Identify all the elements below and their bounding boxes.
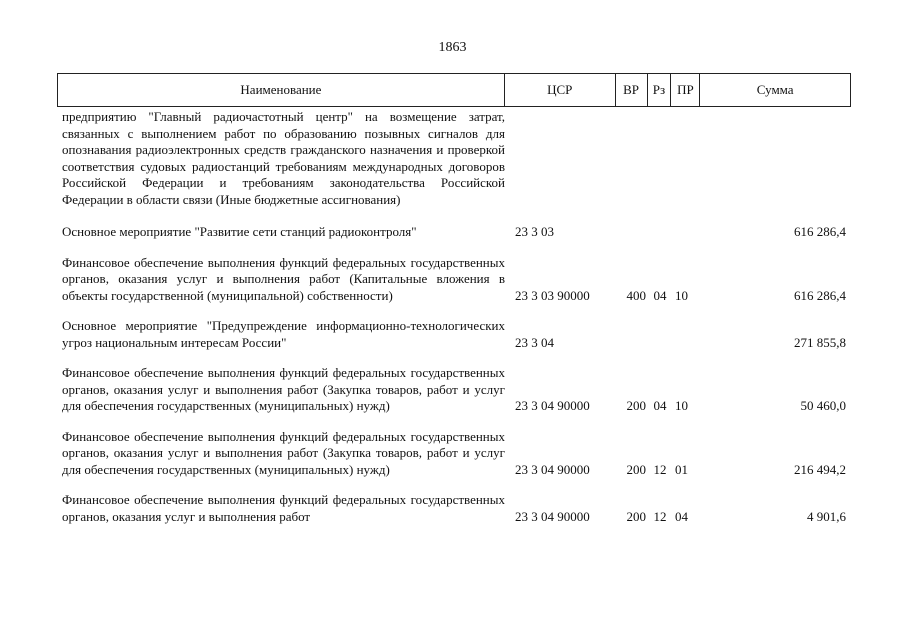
- row-pr: 01: [675, 461, 688, 477]
- table-row: [57, 109, 851, 208]
- header-rz: Рз: [648, 74, 672, 106]
- row-csr: 23 3 04 90000: [515, 398, 590, 413]
- budget-table: [57, 73, 851, 525]
- row-csr: 23 3 03: [515, 224, 554, 239]
- row-name: Финансовое обеспечение выполнения функций федеральных государственных органов, оказания услуг и выполнения работ (Закупка товаров, работ и услуг для обеспечения государственных (муниципальных) нужд): [62, 365, 505, 413]
- row-sum: 50 460,0: [800, 398, 846, 413]
- row-csr: 23 3 04 90000: [515, 508, 590, 524]
- table-row: [57, 429, 851, 479]
- row-sum: 616 286,4: [794, 224, 846, 239]
- row-sum: 271 855,8: [794, 334, 846, 350]
- row-csr: 23 3 03 90000: [515, 287, 590, 303]
- page-number: 1863: [438, 40, 467, 55]
- row-rz: 04: [653, 398, 667, 413]
- header-pr: ПР: [671, 74, 700, 106]
- header-vr: ВР: [616, 74, 648, 106]
- row-vr: 200: [626, 461, 646, 477]
- row-vr: 400: [626, 287, 646, 303]
- row-rz: 12: [653, 508, 667, 524]
- header-sum: Сумма: [756, 82, 794, 97]
- row-name: Основное мероприятие "Развитие сети станций радиоконтроля": [62, 224, 417, 239]
- row-sum: 216 494,2: [794, 461, 846, 477]
- header-csr: ЦСР: [505, 74, 616, 106]
- header-name: Наименование: [58, 74, 505, 106]
- row-name: предприятию "Главный радиочастотный центр" на возмещение затрат, связанных с выполнением работ по образованию позывных сигналов для опознавания радиоэлектронных средств гражданского назначения и проверкой соответствия судовых радиостанций требованиям международных договоров Российской Федерации и требованиям законодательства Российской Федерации в области связи (Иные бюджетные ассигнования): [62, 109, 505, 207]
- row-pr: 10: [675, 287, 688, 303]
- table-row: [57, 492, 851, 525]
- table-header: [57, 73, 851, 107]
- table-row: [57, 318, 851, 351]
- row-sum: 616 286,4: [794, 287, 846, 303]
- row-name: Основное мероприятие "Предупреждение информационно-технологических угроз национальным интересам России": [62, 318, 505, 350]
- row-name: Финансовое обеспечение выполнения функций федеральных государственных органов, оказания услуг и выполнения работ: [62, 492, 505, 524]
- row-sum: 4 901,6: [807, 508, 846, 524]
- row-rz: 12: [653, 461, 667, 477]
- row-name: Финансовое обеспечение выполнения функций федеральных государственных органов, оказания услуг и выполнения работ (Закупка товаров, работ и услуг для обеспечения государственных (муниципальных) нужд): [62, 428, 505, 477]
- table-body: [57, 109, 851, 525]
- row-pr: 10: [675, 398, 688, 413]
- table-row: [57, 365, 851, 415]
- row-name: Финансовое обеспечение выполнения функций федеральных государственных органов, оказания услуг и выполнения работ (Капитальные вложения в объекты государственной (муниципальной) собственности): [62, 254, 505, 303]
- row-rz: 04: [653, 287, 667, 303]
- row-pr: 04: [675, 508, 688, 524]
- row-vr: 200: [626, 398, 646, 413]
- row-vr: 200: [626, 508, 646, 524]
- table-row: [57, 224, 851, 241]
- row-csr: 23 3 04: [515, 334, 554, 350]
- row-csr: 23 3 04 90000: [515, 461, 590, 477]
- table-row: [57, 255, 851, 305]
